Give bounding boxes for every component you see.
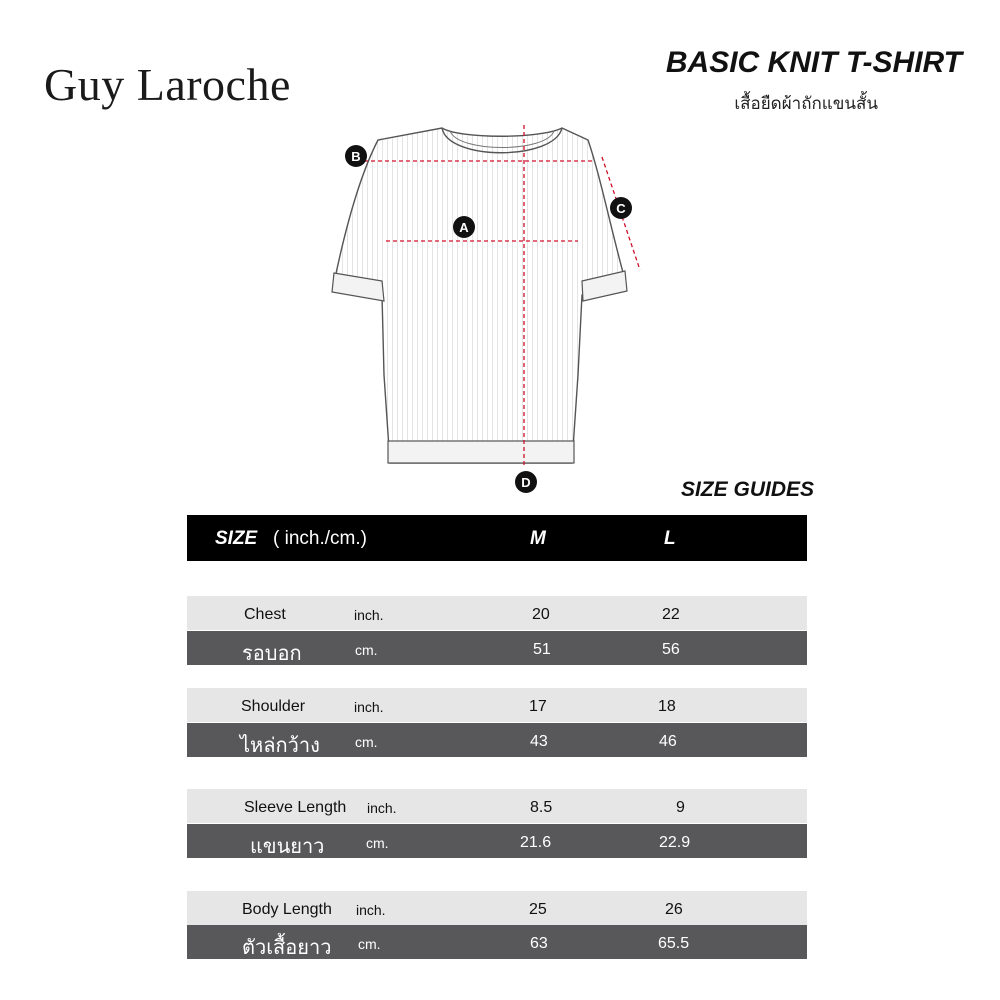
value-m: 43	[530, 733, 548, 750]
table-row	[187, 596, 807, 630]
product-subtitle: เสื้อยืดผ้าถักแขนสั้น	[734, 94, 878, 113]
row-label: Shoulder	[241, 698, 306, 715]
marker-b	[345, 145, 367, 167]
product-title: BASIC KNIT T-SHIRT	[665, 46, 962, 79]
brand-logo: Guy Laroche	[44, 59, 291, 110]
row-unit: cm.	[366, 835, 389, 851]
header-size-label: SIZE	[215, 528, 258, 549]
tshirt-diagram	[320, 95, 680, 495]
row-label: แขนยาว	[250, 836, 325, 858]
marker-a	[453, 216, 475, 238]
value-m: 51	[533, 641, 551, 658]
svg-text:B: B	[351, 149, 361, 164]
row-unit: cm.	[358, 936, 381, 952]
value-l: 65.5	[658, 935, 690, 952]
row-unit: inch.	[356, 902, 386, 918]
value-l: 22	[662, 606, 680, 623]
value-l: 18	[658, 698, 676, 715]
value-l: 26	[665, 901, 683, 918]
row-label: รอบอก	[242, 643, 302, 665]
marker-d	[515, 471, 537, 493]
table-row	[187, 631, 807, 665]
value-l: 9	[676, 799, 685, 816]
value-m: 8.5	[530, 799, 553, 816]
row-unit: cm.	[355, 642, 378, 658]
table-row	[187, 723, 807, 757]
row-label: Body Length	[242, 901, 332, 918]
row-label: Sleeve Length	[244, 799, 347, 816]
value-m: 20	[532, 606, 550, 623]
svg-text:D: D	[521, 475, 531, 490]
header-unit-label: ( inch./cm.)	[273, 528, 367, 549]
value-l: 56	[662, 641, 680, 658]
table-row	[187, 688, 807, 722]
size-table-header	[187, 515, 807, 561]
row-unit: inch.	[367, 800, 397, 816]
row-unit: cm.	[355, 734, 378, 750]
header-col-l: L	[664, 528, 676, 549]
value-l: 22.9	[659, 834, 691, 851]
row-unit: inch.	[354, 607, 384, 623]
svg-text:A: A	[459, 220, 469, 235]
value-m: 21.6	[520, 834, 552, 851]
row-label: ไหล่กว้าง	[240, 735, 320, 757]
table-row	[187, 789, 807, 823]
header-col-m: M	[530, 528, 546, 549]
value-m: 17	[529, 698, 547, 715]
marker-c	[610, 197, 632, 219]
size-guide-title: SIZE GUIDES	[680, 478, 814, 501]
table-row	[187, 891, 807, 925]
table-row	[187, 824, 807, 858]
svg-text:C: C	[616, 201, 626, 216]
row-label: ตัวเสื้อยาว	[242, 937, 332, 959]
value-l: 46	[659, 733, 677, 750]
hem-band	[388, 441, 574, 463]
value-m: 25	[529, 901, 547, 918]
table-row	[187, 925, 807, 959]
row-label: Chest	[244, 606, 286, 623]
row-unit: inch.	[354, 699, 384, 715]
value-m: 63	[530, 935, 548, 952]
